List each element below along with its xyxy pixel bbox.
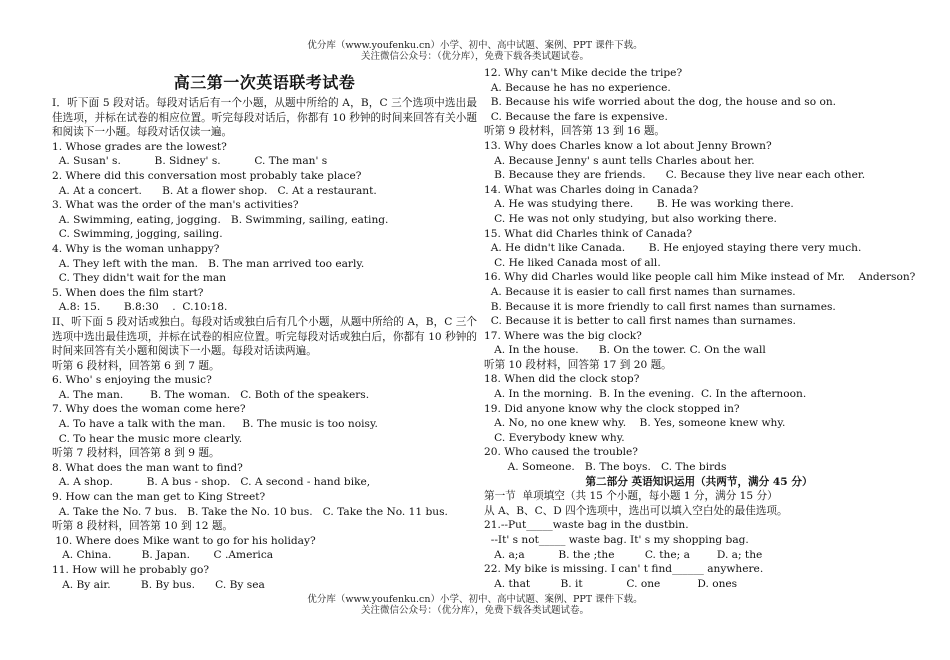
text-line: 3. What was the order of the man's activities? — [52, 199, 299, 212]
text-line: 从 A、B、C、D 四个选项中，选出可以填入空白处的最佳选项。 — [484, 504, 788, 517]
text-line: 12. Why can't Mike decide the tripe? — [484, 67, 683, 79]
text-line: 听第 6 段材料，回答第 6 到 7 题。 — [52, 359, 220, 372]
text-line: 17. Where was the big clock? — [484, 329, 642, 342]
text-line: A. He didn't like Canada. B. He enjoyed staying there very much. — [484, 242, 862, 255]
text-line: 7. Why does the woman come here? — [52, 403, 246, 416]
text-line: 8. What does the man want to find? — [52, 461, 243, 474]
text-line: 15. What did Charles think of Canada? — [484, 227, 693, 240]
right-column — [484, 66, 914, 591]
right-question-list-2 — [484, 489, 914, 591]
text-line: 9. How can the man get to King Street? — [52, 491, 266, 504]
text-line: C. Because it is better to call first names than surnames. — [484, 315, 796, 328]
text-line: 22. My bike is missing. I can' t find______ anywhere. — [484, 563, 764, 576]
text-line: B. Because they are friends. C. Because they live near each other. — [484, 169, 866, 182]
text-line: A. Take the No. 7 bus. B. Take the No. 10 bus. C. Take the No. 11 bus. — [52, 505, 448, 518]
text-line: 13. Why does Charles know a lot about Jenny Brown? — [484, 139, 772, 152]
text-line: A. In the morning. B. In the evening. C. In the afternoon. — [484, 388, 807, 401]
text-line: A. A shop. B. A bus - shop. C. A second - hand bike, — [52, 476, 371, 489]
text-line: 6. Who' s enjoying the music? — [52, 374, 212, 387]
right-question-list — [484, 66, 914, 475]
page-title: 高三第一次英语联考试卷 — [173, 73, 356, 92]
text-line: 听第 7 段材料，回答第 8 到 9 题。 — [52, 447, 220, 460]
text-line: 16. Why did Charles would like people call him Mike instead of Mr. Anderson? — [484, 271, 916, 284]
text-line: A. No, no one knew why. B. Yes, someone knew why. — [484, 417, 786, 430]
text-line: A. Susan' s. B. Sidney' s. C. The man' s — [52, 155, 328, 168]
left-question-list — [52, 140, 477, 315]
text-line: 18. When did the clock stop? — [484, 373, 640, 386]
text-line: A. Swimming, eating, jogging. B. Swimming, sailing, eating. — [52, 213, 389, 226]
footer-line-1: 优分库（www.youfenku.cn）小学、初中、高中试题、案例、PPT 课件下载。 — [307, 594, 643, 605]
section-2-instructions: II、听下面 5 段对话或独白。每段对话或独白后有几个小题，从题中所给的 A，B，C 三个选项中选出最佳选项，并标在试卷的相应位置。听完每段对话或独白后，你都有 10 秒钟的时间来回答有关小题和阅读下一小题。每段对话读两遍。 — [52, 315, 477, 358]
text-line: A. Because it is easier to call first names than surnames. — [484, 285, 796, 298]
text-line: 14. What was Charles doing in Canada? — [484, 183, 699, 196]
text-line: 11. How will he probably go? — [52, 564, 210, 576]
text-line: A. a;a B. the ;the C. the; a D. a; the — [484, 548, 763, 561]
text-line: 10. Where does Mike want to go for his holiday? — [52, 534, 316, 547]
text-line: 听第 10 段材料，回答第 17 到 20 题。 — [484, 358, 672, 371]
text-line: 20. Who caused the trouble? — [484, 446, 638, 459]
footer-line-2: 关注微信公众号：（优分库），免费下载各类试题试卷。 — [360, 605, 589, 616]
page-header — [0, 40, 950, 62]
header-line-2: 关注微信公众号：（优分库），免费下载各类试题试卷。 — [360, 51, 589, 62]
text-line: A. Because Jenny' s aunt tells Charles about her. — [484, 154, 755, 167]
text-line: A. They left with the man. B. The man arrived too early. — [52, 257, 365, 270]
page-footer — [0, 594, 950, 616]
left-question-list-2 — [52, 359, 477, 593]
text-line: C. Swimming, jogging, sailing. — [52, 228, 223, 241]
text-line: 2. Where did this conversation most probably take place? — [52, 169, 362, 182]
text-line: 5. When does the film start? — [52, 286, 204, 299]
text-line: C. Everybody knew why. — [484, 431, 625, 444]
text-line: 听第 9 段材料，回答第 13 到 16 题。 — [484, 125, 666, 138]
text-line: B. Because his wife worried about the dog, the house and so on. — [484, 96, 837, 109]
text-line: A. Someone. B. The boys. C. The birds — [484, 461, 727, 474]
text-line: A.8: 15. B.8:30 . C.10:18. — [52, 301, 228, 314]
text-line: C. They didn't wait for the man — [52, 272, 227, 285]
section-1-instructions: I．听下面 5 段对话。每段对话后有一个小题，从题中所给的 A，B，C 三个选项中选出最佳选项，并标在试卷的相应位置。听完每段对话后，你都有 10 秒钟的时间来回答有关小题和阅读下一小题。每段对话仅读一遍。 — [52, 97, 477, 139]
text-line: --It' s not_____ waste bag. It' s my shopping bag. — [484, 534, 749, 546]
text-line: A. At a concert. B. At a flower shop. C. At a restaurant. — [52, 184, 377, 197]
text-line: A. that B. it C. one D. ones — [484, 577, 738, 590]
text-line: A. By air. B. By bus. C. By sea — [52, 578, 265, 591]
header-line-1: 优分库（www.youfenku.cn）小学、初中、高中试题、案例、PPT 课件下载。 — [307, 40, 643, 51]
text-line: 听第 8 段材料，回答第 10 到 12 题。 — [52, 520, 234, 533]
text-line: C. He liked Canada most of all. — [484, 256, 661, 269]
text-line: 19. Did anyone know why the clock stopped in? — [484, 402, 740, 415]
text-line: A. He was studying there. B. He was working there. — [484, 198, 794, 211]
text-line: A. In the house. B. On the tower. C. On the wall — [484, 344, 766, 357]
text-line: A. China. B. Japan. C .America — [52, 549, 274, 562]
text-line: C. To hear the music more clearly. — [52, 432, 243, 445]
left-column — [52, 66, 477, 592]
text-line: A. To have a talk with the man. B. The music is too noisy. — [52, 418, 378, 431]
part-2-title: 第二部分 英语知识运用（共两节，满分 45 分） — [585, 475, 813, 488]
text-line: 1. Whose grades are the lowest? — [52, 140, 227, 153]
text-line: A. Because he has no experience. — [484, 81, 671, 94]
text-line: C. Because the fare is expensive. — [484, 110, 668, 123]
text-line: A. The man. B. The woman. C. Both of the speakers. — [52, 388, 370, 401]
text-line: C. He was not only studying, but also working there. — [484, 212, 777, 225]
text-line: B. Because it is more friendly to call first names than surnames. — [484, 300, 836, 313]
text-line: 4. Why is the woman unhappy? — [52, 242, 220, 255]
text-line: 第一节 单项填空（共 15 个小题，每小题 1 分，满分 15 分） — [484, 490, 778, 503]
text-line: 21.--Put_____waste bag in the dustbin. — [484, 519, 689, 532]
